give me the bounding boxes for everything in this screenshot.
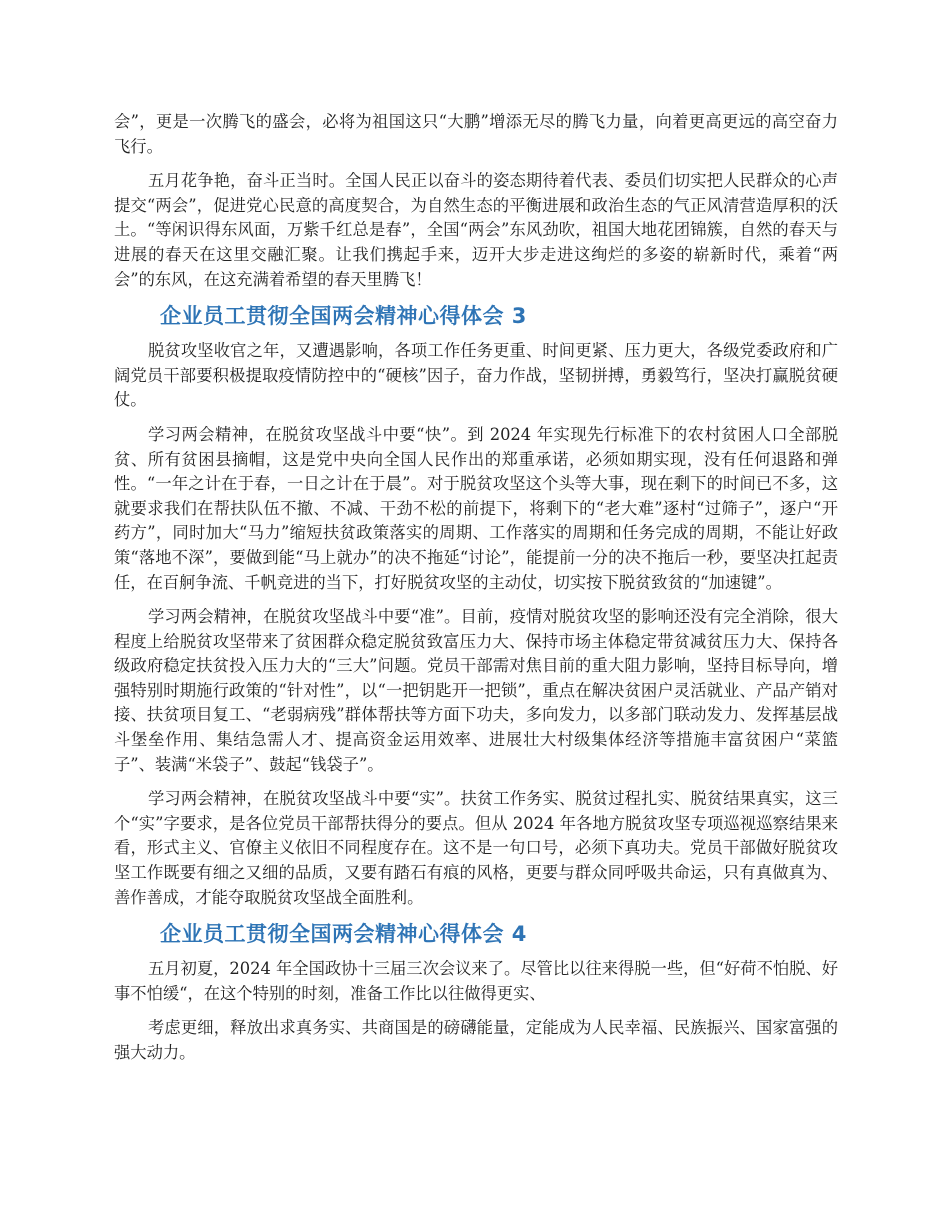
- document-page: [114, 110, 838, 1076]
- paragraph: 学习两会精神，在脱贫攻坚战斗中要“准”。目前，疫情对脱贫攻坚的影响还没有完全消除，很大程度上给脱贫攻坚带来了贫困群众稳定脱贫致富压力大、保持市场主体稳定带贫减贫压力大、保持各级政府稳定扶贫投入压力大的“三大”问题。党员干部需对焦目前的重大阻力影响，坚持目标导向，增强特别时期施行政策的“针对性”，以“一把钥匙开一把锁”，重点在解决贫困户灵活就业、产品产销对接、扶贫项目复工、“老弱病残”群体帮扶等方面下功夫，多向发力，以多部门联动发力、发挥基层战斗堡垒作用、集结急需人才、提高资金运用效率、进展壮大村级集体经济等措施丰富贫困户“菜篮子”、装满“米袋子”、鼓起“钱袋子”。: [114, 607, 838, 774]
- section-heading-4: 企业员工贯彻全国两会精神心得体会 4: [160, 922, 527, 947]
- paragraph-continuation: 会”，更是一次腾飞的盛会，必将为祖国这只“大鹏”增添无尽的腾飞力量，向着更高更远的高空奋力飞行。: [114, 112, 838, 156]
- paragraph: 五月花争艳，奋斗正当时。全国人民正以奋斗的姿态期待着代表、委员们切实把人民群众的心声提交“两会”，促进党心民意的高度契合，为自然生态的平衡进展和政治生态的气正风清营造厚积的沃土。“等闲识得东风面，万紫千红总是春”，全国“两会”东风劲吹，祖国大地花团锦簇，自然的春天与进展的春天在这里交融汇聚。让我们携起手来，迈开大步走进这绚烂的多姿的崭新时代，乘着“两会”的东风，在这充满着希望的春天里腾飞！: [114, 171, 838, 289]
- section-heading-3: 企业员工贯彻全国两会精神心得体会 3: [160, 304, 527, 329]
- paragraph: 考虑更细，释放出求真务实、共商国是的磅礴能量，定能成为人民幸福、民族振兴、国家富强的强大动力。: [114, 1018, 838, 1062]
- paragraph: 五月初夏，2024 年全国政协十三届三次会议来了。尽管比以往来得脱一些，但“好荷不怕脱、好事不怕缓“，在这个特别的时刻，准备工作比以往做得更实、: [114, 959, 838, 1003]
- paragraph: 学习两会精神，在脱贫攻坚战斗中要“实”。扶贫工作务实、脱贫过程扎实、脱贫结果真实，这三个“实”字要求，是各位党员干部帮扶得分的要点。但从 2024 年各地方脱贫攻坚专项巡视巡察结果来看，形式主义、官僚主义依旧不同程度存在。这不是一句口号，必须下真功夫。党员干部做好脱贫攻坚工作既要有细之又细的品质，又要有踏石有痕的风格，更要与群众同呼吸共命运，只有真做真为、善作善成，才能夺取脱贫攻坚战全面胜利。: [114, 789, 838, 907]
- paragraph: 脱贫攻坚收官之年，又遭遇影响，各项工作任务更重、时间更紧、压力更大，各级党委政府和广阔党员干部要积极提取疫情防控中的“硬核”因子，奋力作战，坚韧拼搏，勇毅笃行，坚决打赢脱贫硬仗。: [114, 341, 838, 410]
- paragraph: 学习两会精神，在脱贫攻坚战斗中要“快”。到 2024 年实现先行标准下的农村贫困人口全部脱贫、所有贫困县摘帽，这是党中央向全国人民作出的郑重承诺，必须如期实现，没有任何退路和弹性。“一年之计在于春，一日之计在于晨”。对于脱贫攻坚这个头等大事，现在剩下的时间已不多，这就要求我们在帮扶队伍不撤、不减、干劲不松的前提下，将剩下的“老大难”逐村“过筛子”，逐户“开药方”，同时加大“马力”缩短扶贫政策落实的周期、工作落实的周期和任务完成的周期，不能让好政策“落地不深”，要做到能“马上就办”的决不拖延“讨论”，能提前一分的决不拖后一秒，要坚决扛起责任，在百舸争流、千帆竞进的当下，打好脱贫攻坚的主动仗，切实按下脱贫致贫的“加速键”。: [114, 424, 838, 592]
